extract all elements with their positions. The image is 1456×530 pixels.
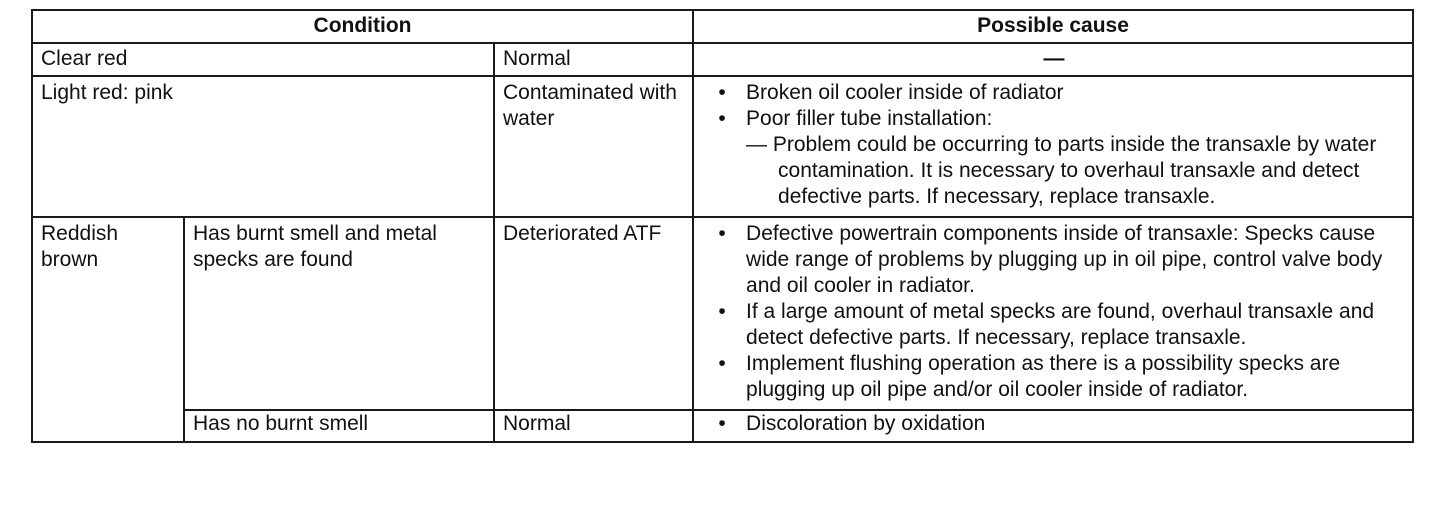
cause-text: Discoloration by oxidation — [746, 412, 986, 435]
cause-cell — [693, 217, 1413, 410]
detail-cell — [184, 217, 494, 410]
detail-text: Has no burnt smell — [193, 412, 369, 435]
table-row — [32, 217, 1413, 410]
state-text: Normal — [503, 412, 571, 435]
cause-list — [702, 221, 1406, 403]
possible-cause-header: Possible cause — [693, 10, 1413, 43]
cause-item — [718, 221, 1406, 299]
state-cell — [494, 43, 693, 76]
cause-text: Poor filler tube installation: — [746, 107, 993, 130]
bullet-icon: • — [718, 222, 726, 245]
detail-cell — [184, 410, 494, 442]
table-header-row — [32, 10, 1413, 43]
cause-item — [718, 351, 1406, 403]
cause-item — [718, 80, 1406, 106]
cause-item — [718, 411, 1406, 437]
color-cell — [32, 217, 184, 442]
cause-list — [702, 80, 1406, 210]
color-text: Light red: pink — [41, 81, 173, 104]
state-text: Deteriorated ATF — [503, 222, 662, 245]
condition-header: Condition — [32, 10, 693, 43]
atf-condition-table-container — [31, 9, 1412, 443]
bullet-icon: • — [718, 81, 726, 104]
cause-subnote: — Problem could be occurring to parts inside the transaxle by water contamination. It is necessary to overhaul transaxle and detect defective parts. If necessary, replace transaxle. — [746, 133, 1377, 208]
cause-list — [702, 411, 1406, 437]
bullet-icon: • — [718, 352, 726, 375]
cause-item — [718, 106, 1406, 210]
table-row — [32, 76, 1413, 217]
bullet-icon: • — [718, 300, 726, 323]
atf-condition-table — [31, 9, 1414, 443]
color-text: Reddish brown — [41, 222, 119, 271]
detail-text: Has burnt smell and metal specks are found — [193, 222, 437, 271]
state-cell — [494, 217, 693, 410]
color-cell — [32, 76, 494, 217]
state-text: Contaminated with water — [503, 81, 677, 130]
table-row — [32, 410, 1413, 442]
cause-dash: — — [1043, 47, 1065, 70]
cause-cell — [693, 410, 1413, 442]
cause-item — [718, 299, 1406, 351]
state-cell — [494, 76, 693, 217]
bullet-icon: • — [718, 412, 726, 435]
color-cell — [32, 43, 494, 76]
bullet-icon: • — [718, 107, 726, 130]
cause-text: If a large amount of metal specks are found, overhaul transaxle and detect defective parts. If necessary, replace transaxle. — [746, 300, 1375, 349]
cause-text: Implement flushing operation as there is a possibility specks are plugging up oil pipe and/or oil cooler inside of radiator. — [746, 352, 1341, 401]
color-text: Clear red — [41, 47, 128, 70]
cause-cell — [693, 43, 1413, 76]
state-text: Normal — [503, 47, 571, 70]
cause-text: Broken oil cooler inside of radiator — [746, 81, 1064, 104]
state-cell — [494, 410, 693, 442]
table-row — [32, 43, 1413, 76]
cause-cell — [693, 76, 1413, 217]
cause-text: Defective powertrain components inside of transaxle: Specks cause wide range of problems by plugging up in oil pipe, control valve body and oil cooler in radiator. — [746, 222, 1383, 297]
